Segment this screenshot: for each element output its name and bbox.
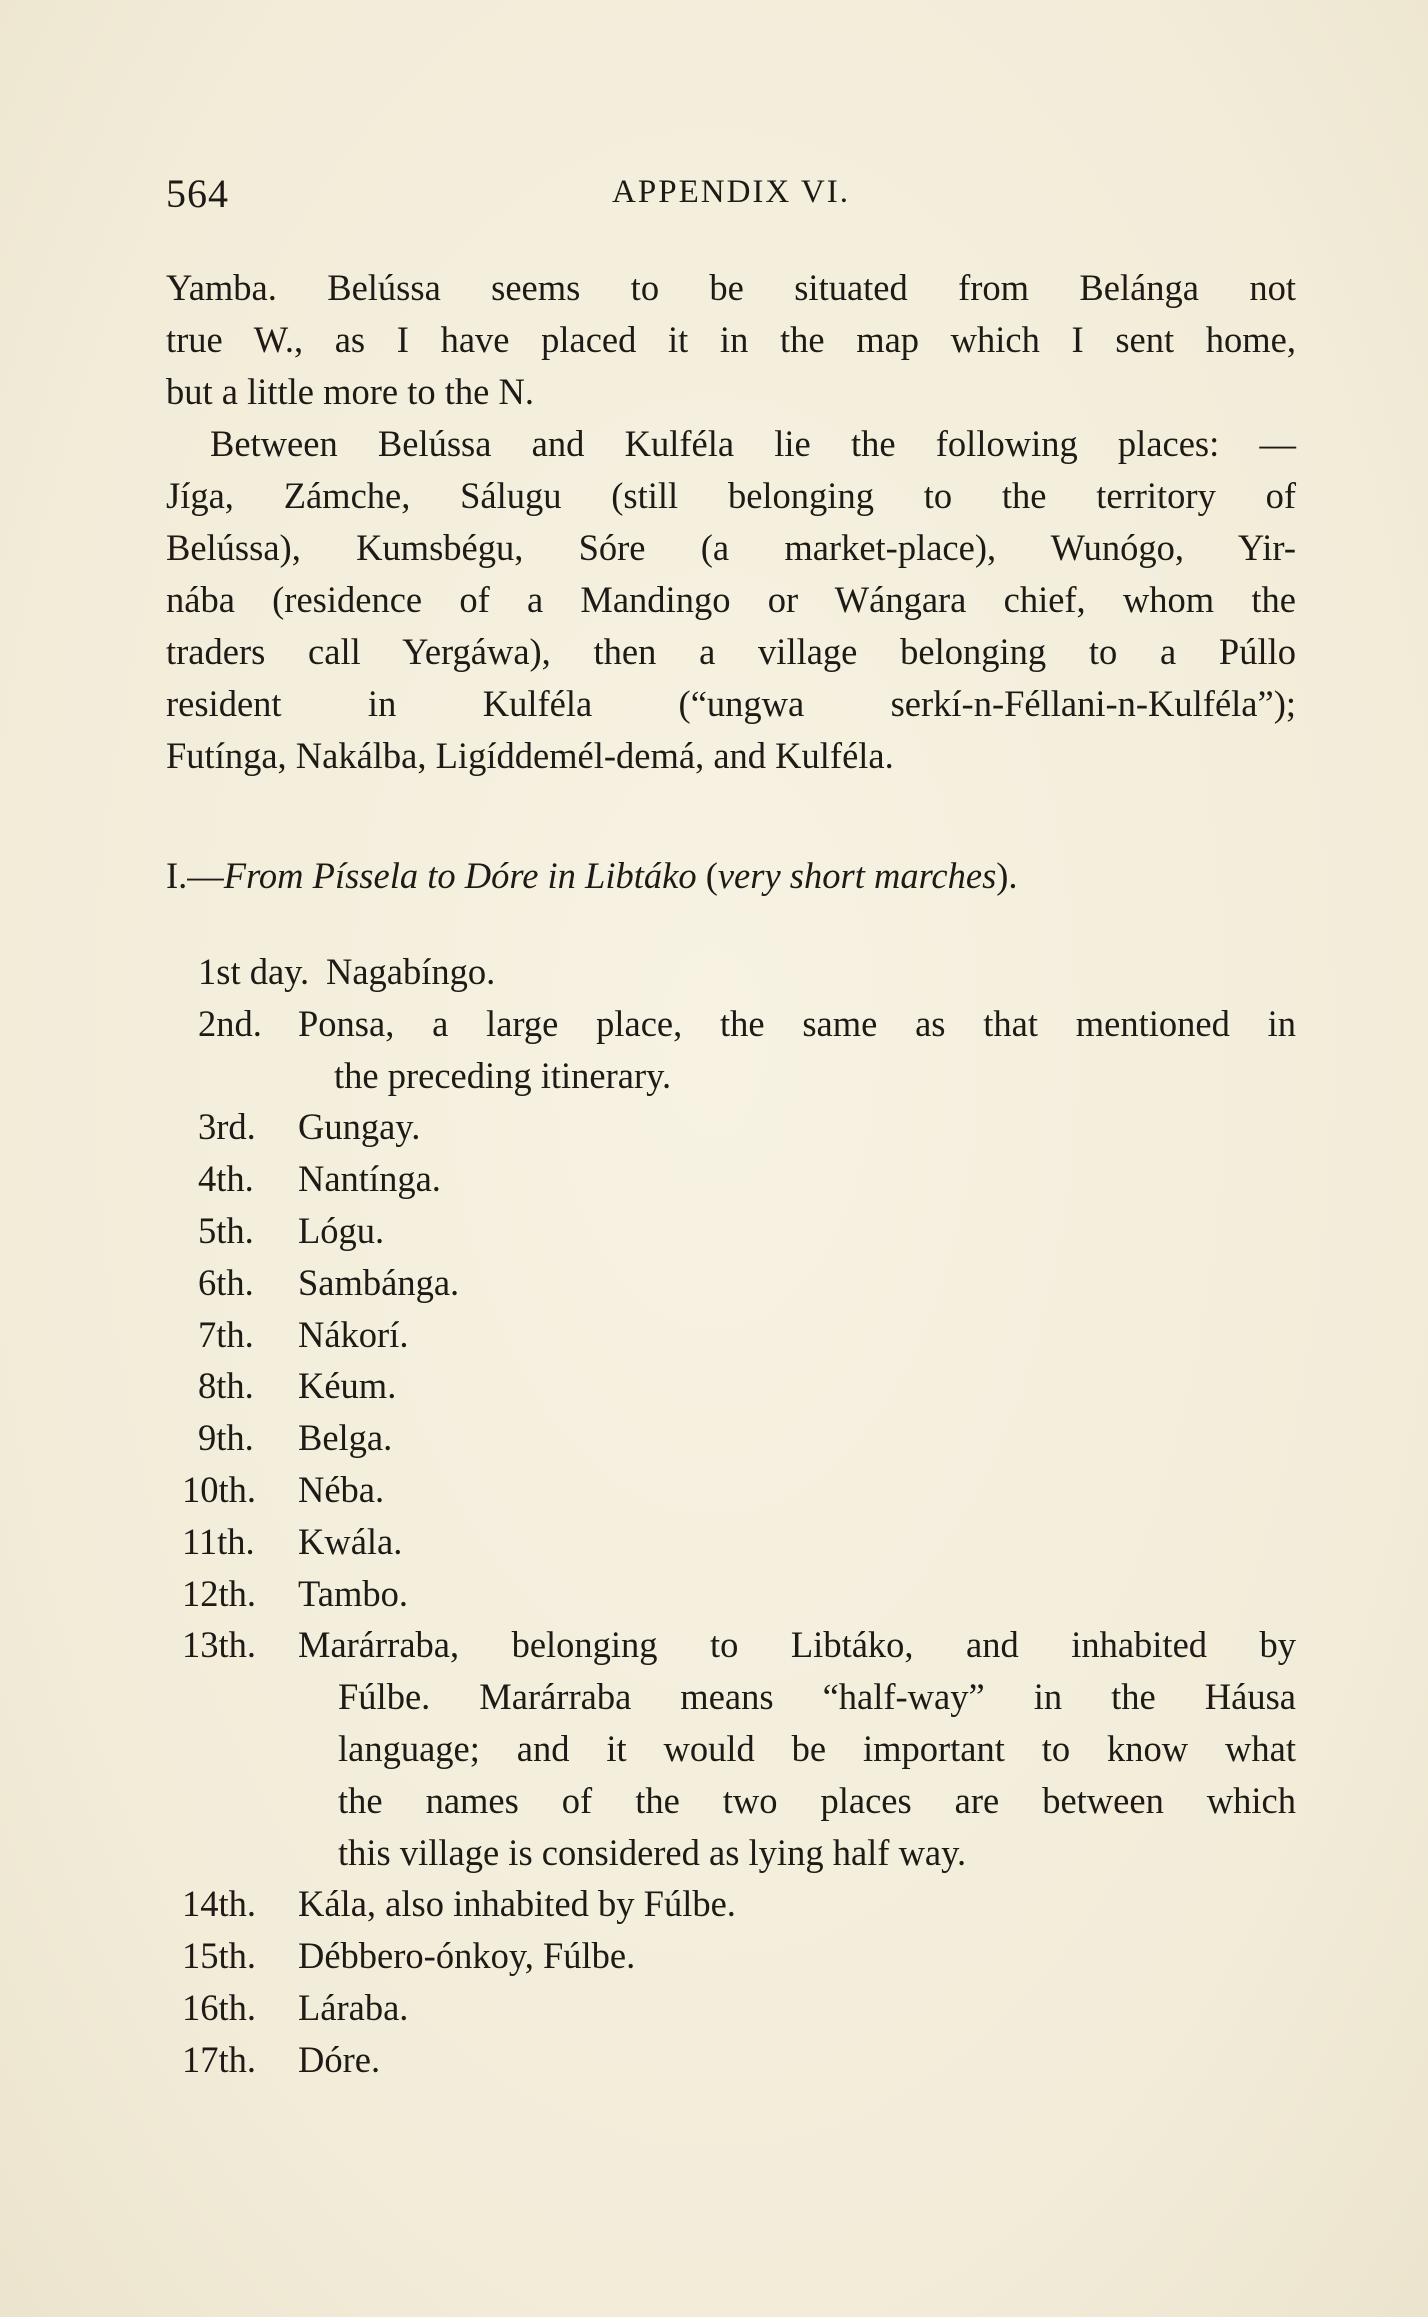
itinerary-day: 4th. <box>198 1158 254 1200</box>
itinerary-place <box>298 1309 1296 1361</box>
itinerary-day: 7th. <box>198 1313 254 1355</box>
itinerary-place <box>298 1982 1296 2034</box>
text-line: Futínga, Nakálba, Ligíddemél-demá, and Kulféla. <box>166 735 894 776</box>
itinerary-entry <box>182 1982 1296 2034</box>
itinerary-entry <box>182 1878 1296 1930</box>
text-line: true W., as I have placed it in the map which I sent home, <box>166 319 1296 360</box>
text-line: but a little more to the N. <box>166 371 534 412</box>
text-line: Kwála. <box>298 1520 403 1562</box>
itinerary-entry <box>198 1360 1296 1412</box>
itinerary-entry <box>198 1101 1296 1153</box>
text-line: nába (residence of a Mandingo or Wángara chief, whom the <box>166 579 1296 620</box>
itinerary-place <box>298 1205 1296 1257</box>
itinerary-place <box>298 1568 1296 1620</box>
itinerary-entry <box>198 946 1296 998</box>
itinerary-day: 8th. <box>198 1365 254 1407</box>
itinerary-day: 5th. <box>198 1209 254 1251</box>
itinerary-day: 10th. <box>182 1468 257 1510</box>
itinerary-entry <box>182 1568 1296 1620</box>
text-line: Láraba. <box>298 1986 409 2028</box>
itinerary-day: 3rd. <box>198 1106 256 1148</box>
itinerary-list <box>166 946 1296 2086</box>
itinerary-place <box>298 1257 1296 1309</box>
itinerary-day: 17th. <box>182 2038 257 2080</box>
itinerary-entry <box>182 1516 1296 1568</box>
text-line: language; and it would be important to know what <box>338 1727 1296 1769</box>
itinerary-entry <box>198 1412 1296 1464</box>
itinerary-day: 15th. <box>182 1935 257 1977</box>
text-line: the preceding itinerary. <box>334 1054 672 1096</box>
page-body <box>166 262 1296 2086</box>
itinerary-entry <box>198 1153 1296 1205</box>
text-line: Gungay. <box>298 1106 421 1148</box>
text-line: Lógu. <box>298 1209 385 1251</box>
text-line: Nákorí. <box>298 1313 409 1355</box>
itinerary-day: 14th. <box>182 1883 257 1925</box>
itinerary-place <box>298 1153 1296 1205</box>
itinerary-place <box>298 1412 1296 1464</box>
itinerary-day: 11th. <box>182 1520 255 1562</box>
itinerary-entry <box>182 1619 1296 1878</box>
itinerary-place <box>298 1516 1296 1568</box>
text-line: Marárraba, belonging to Libtáko, and inhabited by <box>298 1624 1296 1666</box>
itinerary-day: 9th. <box>198 1417 254 1459</box>
text-line: Néba. <box>298 1468 385 1510</box>
text-line: Ponsa, a large place, the same as that mentioned in <box>298 1002 1296 1044</box>
text-line: Dóre. <box>298 2038 381 2080</box>
text-line: Sambánga. <box>298 1261 460 1303</box>
itinerary-place <box>298 1619 1296 1878</box>
section-note: very short marches <box>717 855 997 896</box>
itinerary-day: 6th. <box>198 1261 254 1303</box>
itinerary-entry <box>182 1930 1296 1982</box>
itinerary-entry <box>182 1464 1296 1516</box>
itinerary-place <box>298 1878 1296 1930</box>
text-line: Kála, also inhabited by Fúlbe. <box>298 1883 736 1925</box>
section-note-open: ( <box>705 855 718 896</box>
itinerary-place <box>298 1101 1296 1153</box>
itinerary-place <box>298 1360 1296 1412</box>
itinerary-day: 12th. <box>182 1572 257 1614</box>
itinerary-place <box>298 2034 1296 2086</box>
text-line: Fúlbe. Marárraba means “half-way” in the Háusa <box>338 1676 1296 1718</box>
itinerary-day: 16th. <box>182 1986 257 2028</box>
text-line: Nagabíngo. <box>326 951 496 992</box>
itinerary-entry <box>198 1205 1296 1257</box>
page-number: 564 <box>166 171 229 216</box>
itinerary-entry <box>182 2034 1296 2086</box>
text-line: Débbero-ónkoy, Fúlbe. <box>298 1935 636 1977</box>
text-line: Belússa), Kumsbégu, Sóre (a market-place), Wunógo, Yir- <box>166 527 1296 568</box>
text-line: Belga. <box>298 1417 393 1459</box>
itinerary-place <box>298 1930 1296 1982</box>
text-line: Yamba. Belússa seems to be situated from Belánga not <box>166 267 1296 308</box>
text-line: the names of the two places are between which <box>338 1779 1296 1821</box>
section-numeral: I.— <box>166 855 224 896</box>
itinerary-entry <box>198 998 1296 1102</box>
itinerary-place <box>298 1464 1296 1516</box>
section-title: From Píssela to Dóre in Libtáko <box>223 855 697 896</box>
text-line: Nantínga. <box>298 1158 441 1200</box>
text-line: traders call Yergáwa), then a village belonging to a Púllo <box>166 631 1296 672</box>
page-header <box>166 170 1296 230</box>
text-line: resident in Kulféla (“ungwa serkí-n-Féllani-n-Kulféla”); <box>166 683 1296 724</box>
places-paragraph <box>166 418 1296 782</box>
intro-paragraph <box>166 262 1296 418</box>
itinerary-place <box>326 946 1296 998</box>
section-note-close: ). <box>996 855 1018 896</box>
itinerary-entry <box>198 1257 1296 1309</box>
text-line: this village is considered as lying half way. <box>338 1831 967 1873</box>
itinerary-place <box>298 998 1296 1102</box>
itinerary-day: 2nd. <box>198 1002 262 1044</box>
text-line: Kéum. <box>298 1365 397 1407</box>
text-line: Between Belússa and Kulféla lie the following places: — <box>210 423 1296 464</box>
running-head: APPENDIX VI. <box>612 174 850 210</box>
text-line: Tambo. <box>298 1572 408 1614</box>
text-line: Jíga, Zámche, Sálugu (still belonging to the territory of <box>166 475 1296 516</box>
itinerary-entry <box>198 1309 1296 1361</box>
itinerary-day: 13th. <box>182 1624 257 1666</box>
itinerary-day: 1st day. <box>198 951 310 992</box>
section-heading <box>166 850 1296 902</box>
